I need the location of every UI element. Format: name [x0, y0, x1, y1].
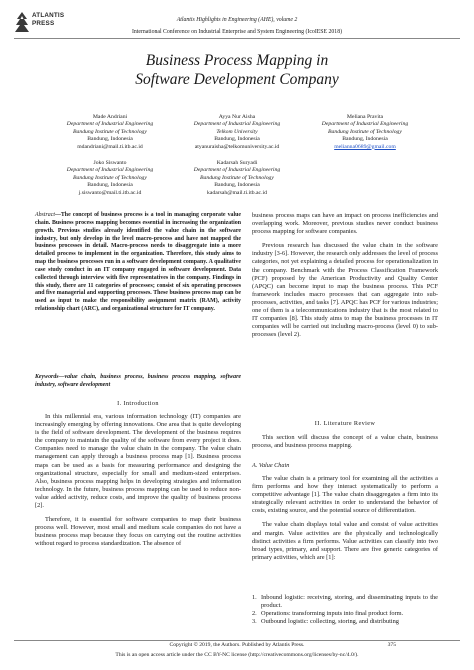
- list-number: 1.: [252, 594, 257, 601]
- keywords: [35, 374, 241, 390]
- author-institution: Telkom University: [216, 128, 258, 135]
- author-dept: Department of Industrial Engineering: [66, 167, 154, 174]
- author-name: Kadarsah Suryadi: [216, 160, 258, 166]
- author-city: Bandung, Indonesia: [87, 136, 133, 143]
- author-name: Ayya Nur Aisha: [218, 114, 256, 120]
- author-institution: Bandung Institute of Technology: [73, 128, 147, 135]
- author-email: atyanuraisha@telkomuniversity.ac.id: [194, 143, 280, 150]
- title-line-1: Business Process Mapping in: [145, 52, 329, 69]
- list-number: 3.: [252, 618, 257, 626]
- paragraph: The value chain is a primary tool for examining all the activities a firm performs and how they interact systematically to perform a competitive advantage [1]. The value chain disaggregates a firm into its strategically relevant activities in order to understand the behavior of costs, existing source, and the potential source of differentiation.: [252, 475, 438, 515]
- footer-divider: [14, 640, 460, 641]
- value-chain-body: [252, 475, 438, 562]
- copyright-line: Copyright © 2019, the Authors. Published by Atlantis Press.: [169, 642, 305, 648]
- logo-text: ATLANTIS PRESS: [32, 12, 65, 27]
- paragraph: The value chain displays total value and consist of value activities and margin. Value activities are the physically and technologically distinct activities a firm performs. Value activities can classify into two broad types, primary, and support. There are five generic categories of primary activities, which are [1]:: [252, 521, 438, 561]
- author-email-link[interactable]: melianna0689@gmail.com: [334, 143, 396, 150]
- paragraph: Therefore, it is essential for software companies to map their business process well. However, most small and medium scale companies do not have a business process map because they focus on carrying out the routine activities without regard to process standardization. The absence of: [35, 516, 241, 548]
- series-title: Atlantis Highlights in Engineering (AHE), volume 2: [176, 17, 298, 23]
- list-item: [252, 594, 438, 610]
- section-heading-introduction: I. Introduction: [117, 400, 159, 407]
- author-dept: Department of Industrial Engineering: [193, 167, 281, 174]
- author-dept: Department of Industrial Engineering: [66, 121, 154, 128]
- author-name: Meliana Pravita: [346, 114, 384, 120]
- keywords-text: —value chain, business process, business process mapping, software industry, software development: [35, 374, 241, 388]
- paragraph: This section will discuss the concept of a value chain, business process, and business process mapping.: [252, 434, 438, 450]
- author-block: [177, 160, 297, 197]
- intro-body: [35, 413, 241, 549]
- list-text: Operations: transforming inputs into final product form.: [261, 610, 404, 618]
- author-dept: Department of Industrial Engineering: [321, 121, 409, 128]
- page-number: 375: [387, 642, 396, 648]
- author-block: [50, 114, 170, 151]
- header-divider: [14, 38, 460, 39]
- title-line-2: Software Development Company: [135, 71, 339, 88]
- author-block: [50, 160, 170, 197]
- author-dept: Department of Industrial Engineering: [193, 121, 281, 128]
- subsection-heading-value-chain: A. Value Chain: [252, 462, 290, 469]
- right-column-body: [252, 212, 438, 339]
- conference-name: International Conference on Industrial Enterprise and System Engineering (IcoIESE 2018): [131, 29, 343, 35]
- list-item: [252, 618, 438, 626]
- author-block: [305, 114, 425, 151]
- literature-intro: [252, 434, 438, 450]
- primary-activities-list: [252, 594, 438, 626]
- list-text: Inbound logistic: receiving, storing, and disseminating inputs to the product.: [261, 594, 438, 610]
- license-line[interactable]: This is an open access article under the CC BY-NC license (http://creativecommons.org/licenses/by-nc/4.0/).: [115, 652, 359, 658]
- author-city: Bandung, Indonesia: [87, 182, 133, 189]
- paragraph: In this millennial era, various information technology (IT) companies are increasingly emerging by offering innovations. One area that is quite developing is the field of software development. The development of the business requires the company to maintain the quality of the software from every project it does. Companies need to manage the value chain in the company. The value chain management can apply through a business process map [1]. Business process maps can be used as a basis for measuring performance and designing the organizational structure, especially for small and medium-sized enterprises. Also, business process mapping helps in developing strategies and information technology. In the future, business process mapping can be used to reduce non-value added activity, reduce costs, and improve the quality of business process [2].: [35, 413, 241, 510]
- paragraph: business process maps can have an impact on process inefficiencies and overlapping work. Moreover, previous studies never conduct business process mapping for software companies.: [252, 212, 438, 236]
- paper-title: [0, 51, 474, 89]
- author-email: j.siswanto@mail.ti.itb.ac.id: [78, 189, 142, 196]
- author-institution: Bandung Institute of Technology: [200, 174, 274, 181]
- author-city: Bandung, Indonesia: [214, 136, 260, 143]
- abstract-text: —The concept of business process is a tool in managing corporate value chain. Business process mapping becomes essential in increasing the organization growth. Previous studies already identified the value chain in the software industry, but only develop in the level macro-process and have not mapped the business processes in detail. Macro-process needs to disaggregate into a more detailed process to implement in the organization. Therefore, this study aims to map the business processes run in a software development company. A qualitative case study conduct in an IT company engaged in software development. Data collected through interview with five representatives in the company. Findings in this study, there are 11 categories of processes; consist of six operating processes and five managerial and supporting processes. These business process map can be used as input to make the responsibility assignment matrix (RAM), activity relationship chart (ARC), and organizational structure for IT company.: [35, 212, 241, 313]
- paragraph: Previous research has discussed the value chain in the software industry [3-6]. However, the research only addresses the level of process categories, not yet explaining a detailed process for operationalization in the company. Benchmark with the Process Classification Framework (PCF) proposed by the American Productivity and Quality Center (APQC) can become input to map the business process. This PCF framework includes macro processes that can aggregate into sub-processes, activities, and tasks [7]. APQC has PCF for various industries; one of them is a telecommunications industry that is the most related to IT companies [8]. This study aims to map the business processes in IT companies will be carried out including macro-process (level 0) to sub-processes (level 2).: [252, 242, 438, 339]
- section-heading-literature-review: II. Literature Review: [314, 420, 376, 427]
- list-item: [252, 610, 438, 618]
- abstract-label: Abstract: [35, 212, 55, 218]
- keywords-label: Keywords: [35, 374, 59, 380]
- list-number: 2.: [252, 610, 257, 618]
- abstract: [35, 212, 241, 314]
- author-institution: Bandung Institute of Technology: [328, 128, 402, 135]
- author-city: Bandung, Indonesia: [342, 136, 388, 143]
- author-email: kadarsah@mail.ti.itb.ac.id: [207, 189, 267, 196]
- author-city: Bandung, Indonesia: [214, 182, 260, 189]
- author-name: Joko Siswanto: [93, 160, 127, 166]
- author-name: Made Andriani: [92, 114, 128, 120]
- author-institution: Bandung Institute of Technology: [73, 174, 147, 181]
- author-block: [177, 114, 297, 151]
- list-text: Outbound logistic: collecting, storing, and distributing: [261, 618, 399, 626]
- author-email: mdandriani@mail.ti.itb.ac.id: [77, 143, 143, 150]
